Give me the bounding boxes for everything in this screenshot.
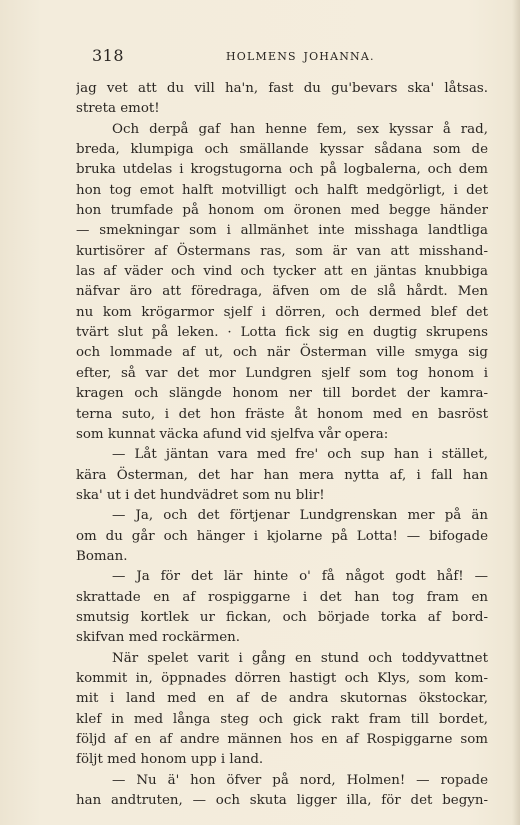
text-line: — Nu ä' hon öfver på nord, Holmen! — ropade	[112, 772, 488, 788]
text-line: ska' ut i det hundvädret som nu blir!	[76, 487, 325, 503]
text-line: — Ja för det lär hinte o' få något godt håf! —	[112, 569, 488, 585]
body-text	[76, 79, 488, 811]
text-line: skifvan med rockärmen.	[76, 630, 241, 646]
text-line: terna suto, i det hon fräste åt honom med en basröst	[76, 406, 488, 422]
text-line: kurtisörer af Östermans ras, som är van att misshand-	[76, 243, 488, 259]
text-line: — smekningar som i allmänhet inte misshaga landtliga	[76, 223, 488, 239]
text-line: kära Österman, det har han mera nytta af, i fall han	[76, 467, 488, 483]
text-line: breda, klumpiga och smällande kyssar sådana som de	[76, 142, 488, 158]
page-header	[76, 46, 486, 68]
text-line: tvärt slut på leken. · Lotta fick sig en dugtig skrupens	[76, 325, 488, 341]
text-line: Boman.	[76, 548, 128, 564]
text-line: och lommade af ut, och när Österman ville smyga sig	[76, 345, 488, 361]
text-line: nu kom krögarmor sjelf i dörren, och dermed blef det	[76, 304, 488, 320]
text-line: kommit in, öppnades dörren hastigt och Klys, som kom-	[76, 670, 488, 686]
text-line: hon trumfade på honom om öronen med begge händer	[76, 203, 488, 219]
text-line: När spelet varit i gång en stund och toddyvattnet	[112, 650, 488, 666]
text-line: smutsig kortlek ur fickan, och började torka af bord-	[76, 609, 488, 625]
text-line: kragen och slängde honom ner till bordet der kamra-	[76, 386, 488, 402]
text-line: — Låt jäntan vara med fre' och sup han i stället,	[112, 447, 488, 463]
text-line: las af väder och vind och tycker att en jäntas knubbiga	[76, 264, 488, 280]
text-line: klef in med långa steg och gick rakt fram till bordet,	[76, 711, 488, 727]
text-line: bruka utdelas i krogstugorna och på logbalerna, och dem	[76, 162, 488, 178]
text-line: som kunnat väcka afund vid sjelfva vår opera:	[76, 426, 389, 442]
text-line: efter, så var det mor Lundgren sjelf som tog honom i	[76, 365, 488, 381]
text-line: Och derpå gaf han henne fem, sex kyssar å rad,	[112, 121, 488, 137]
text-line: följd af en af andre männen hos en af Rospiggarne som	[76, 732, 488, 747]
page-edge-shadow	[512, 0, 520, 825]
page-number: 318	[92, 46, 125, 65]
text-line: jag vet att du vill ha'n, fast du gu'bevars ska' låtsas.	[76, 81, 488, 96]
text-line: följt med honom upp i land.	[76, 752, 264, 768]
text-line: om du går och hänger i kjolarne på Lotta! — bifogade	[76, 528, 488, 544]
text-line: skrattade en af rospiggarne i det han tog fram en	[76, 589, 488, 605]
text-line: näfvar äro att föredraga, äfven om de slå hårdt. Men	[76, 284, 488, 300]
running-head: HOLMENS JOHANNA.	[226, 50, 375, 63]
text-line: mit i land med en af de andra skutornas ökstockar,	[76, 691, 488, 707]
text-line: han andtruten, — och skuta ligger illa, för det begyn-	[76, 793, 488, 809]
text-line: hon tog emot halft motvilligt och halft medgörligt, i det	[76, 182, 488, 198]
text-line: — Ja, och det förtjenar Lundgrenskan mer på än	[112, 508, 488, 524]
text-line: streta emot!	[76, 101, 160, 117]
